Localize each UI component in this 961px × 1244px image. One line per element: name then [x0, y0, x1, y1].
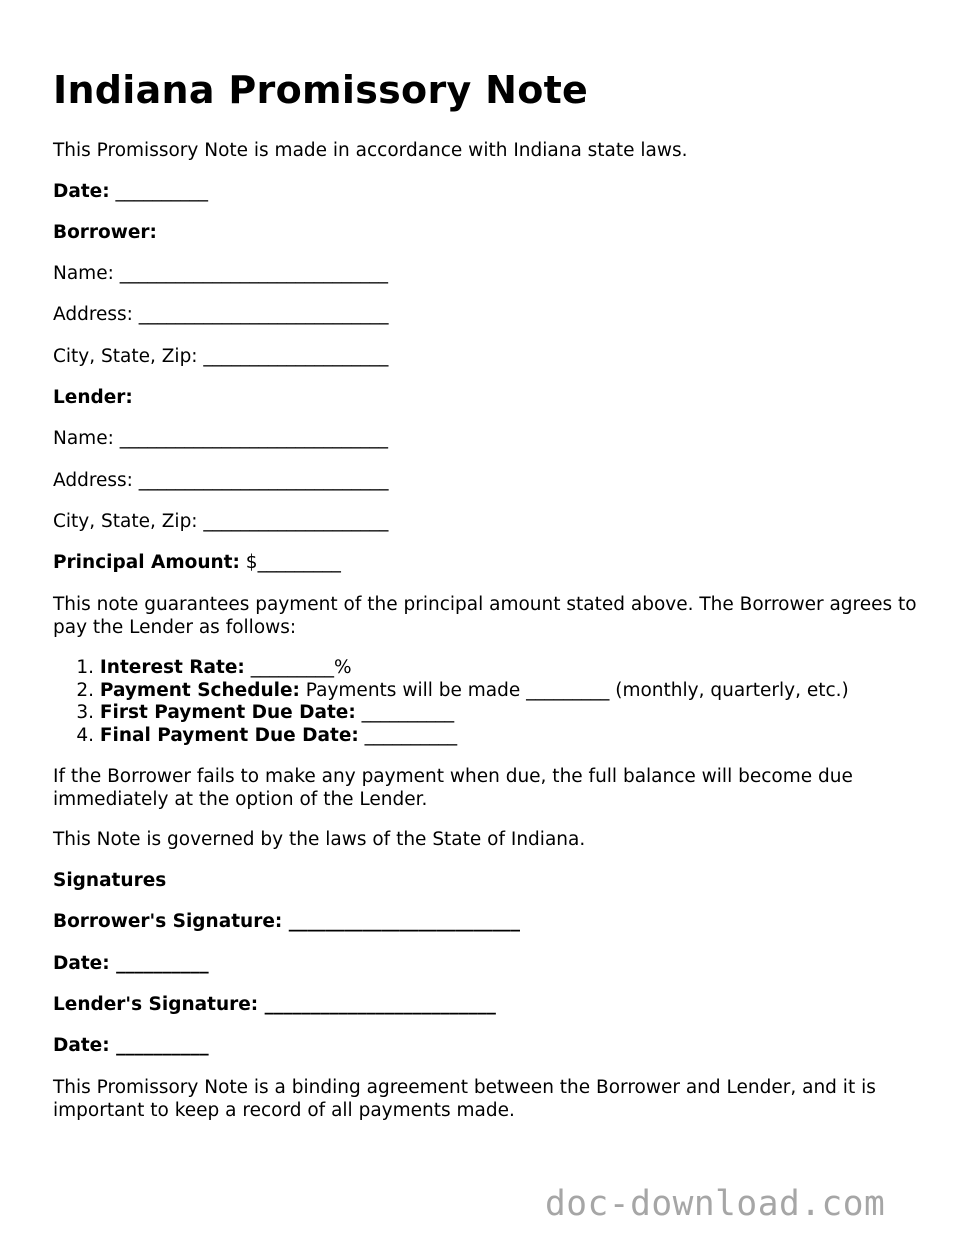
page-title: Indiana Promissory Note: [53, 68, 589, 112]
lender-heading: Lender:: [53, 387, 133, 408]
borrower-heading: Borrower:: [53, 222, 157, 243]
terms-list: [47, 656, 849, 747]
date-blank: __________: [115, 181, 209, 202]
borrower-signature-field: Borrower's Signature: _________________________: [53, 911, 520, 932]
lender-signature-field: Lender's Signature: _________________________: [53, 994, 496, 1015]
principal-value: $_________: [245, 552, 341, 573]
governing-law: This Note is governed by the laws of the State of Indiana.: [53, 829, 586, 850]
intro-text: This Promissory Note is made in accordance with Indiana state laws.: [53, 140, 688, 161]
term-item: 1. Interest Rate: _________%: [76, 657, 352, 678]
default-clause: If the Borrower fails to make any payment when due, the full balance will become due immediately at the option of the Lender.: [53, 766, 853, 810]
lender-name-field: Name: _____________________________: [53, 428, 388, 449]
lender-signature-date: Date: __________: [53, 1035, 209, 1056]
date-field: [53, 180, 208, 203]
borrower-address-field: Address: ___________________________: [53, 304, 389, 325]
term-item: 2. Payment Schedule: Payments will be made _________ (monthly, quarterly, etc.): [76, 679, 849, 701]
closing-paragraph: This Promissory Note is a binding agreement between the Borrower and Lender, and it is important to keep a record of all payments made.: [53, 1077, 876, 1121]
lender-city-field: City, State, Zip: ____________________: [53, 511, 389, 532]
guarantee-paragraph: This note guarantees payment of the principal amount stated above. The Borrower agrees to pay the Lender as follows:: [53, 594, 917, 638]
borrower-city-field: City, State, Zip: ____________________: [53, 346, 389, 367]
principal-label: Principal Amount:: [53, 552, 240, 573]
watermark: doc-download.com: [545, 1184, 886, 1224]
term-item: 3. First Payment Due Date: __________: [76, 702, 455, 724]
signatures-heading: Signatures: [53, 870, 167, 891]
date-label: Date:: [53, 181, 110, 202]
lender-address-field: Address: ___________________________: [53, 470, 389, 491]
borrower-signature-date: Date: __________: [53, 953, 209, 974]
term-item: 4. Final Payment Due Date: __________: [76, 725, 458, 747]
principal-field: [53, 551, 341, 574]
borrower-name-field: Name: _____________________________: [53, 263, 388, 284]
